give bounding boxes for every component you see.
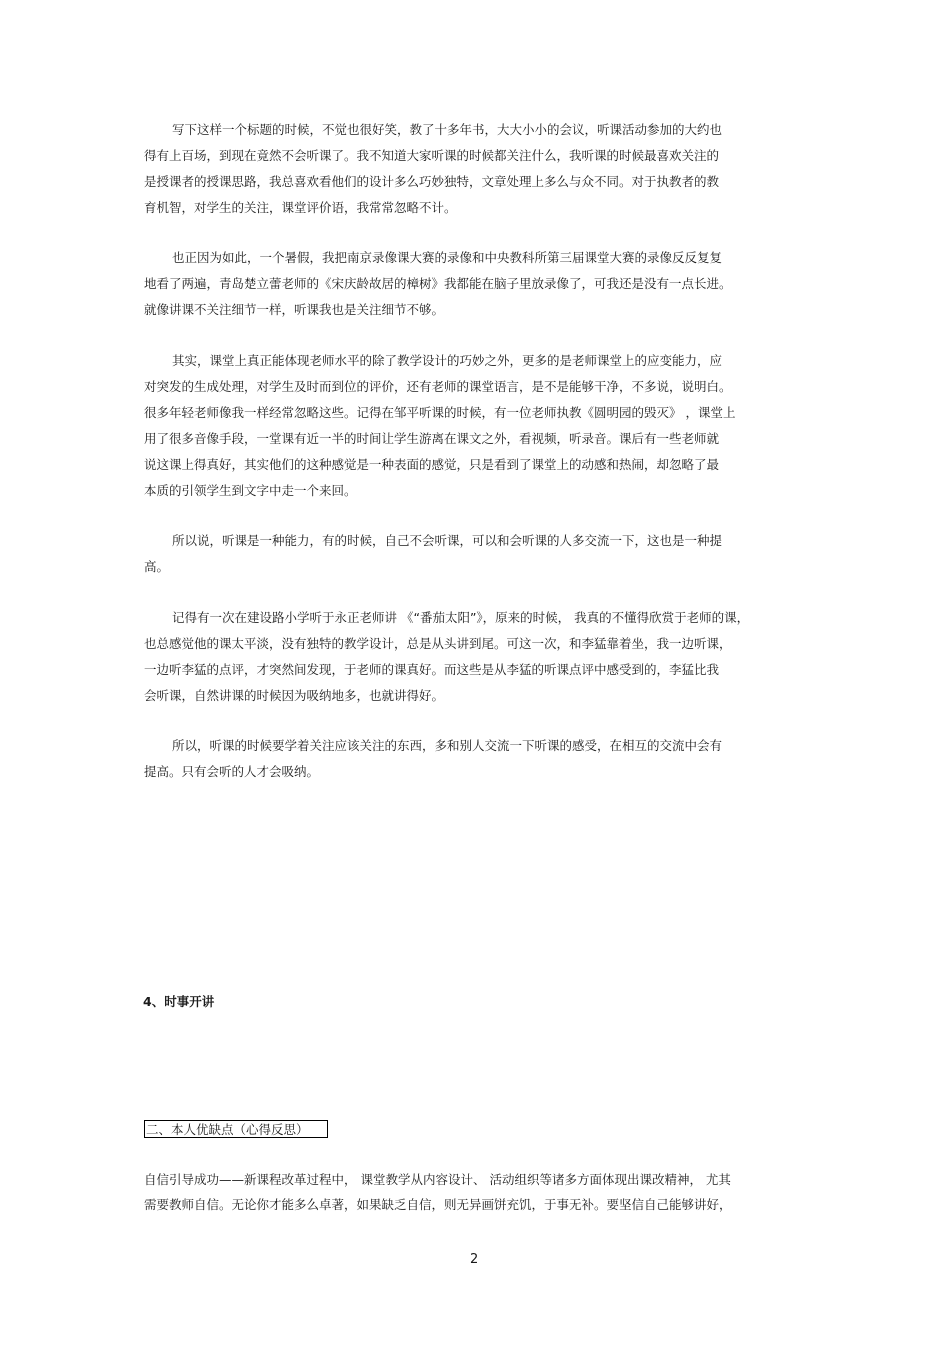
paragraph-line: 育机智，对学生的关注，课堂评价语，我常常忽略不计。 — [144, 200, 457, 215]
paragraph-line: 所以，听课的时候要学着关注应该关注的东西，多和别人交流一下听课的感受，在相互的交流中会有 — [172, 738, 723, 753]
paragraph-line: 所以说，听课是一种能力，有的时候，自己不会听课，可以和会听课的人多交流一下，这也是一种提 — [172, 533, 723, 548]
paragraph-line: 会听课，自然讲课的时候因为吸纳地多，也就讲得好。 — [144, 688, 445, 703]
paragraph-line: 高。 — [144, 559, 170, 574]
paragraph-line: 自信引导成功——新课程改革过程中， 课堂教学从内容设计、 活动组织等诸多方面体现出课改精神， 尤其 — [144, 1172, 731, 1187]
paragraph-line: 提高。只有会听的人才会吸纳。 — [144, 764, 320, 779]
paragraph-line: 也总感觉他的课太平淡，没有独特的教学设计，总是从头讲到尾。可这一次，和李猛靠着坐，我一边听课， — [144, 636, 732, 651]
paragraph-line: 地看了两遍，青岛楚立蕾老师的《宋庆龄故居的樟树》我都能在脑子里放录像了，可我还是没有一点长进。 — [144, 276, 732, 291]
paragraph-line: 需要教师自信。无论你才能多么卓著，如果缺乏自信，则无异画饼充饥，于事无补。要坚信自己能够讲好， — [144, 1197, 732, 1212]
paragraph-line: 是授课者的授课思路，我总喜欢看他们的设计多么巧妙独特，文章处理上多么与众不同。对于执教者的教 — [144, 174, 720, 189]
paragraph-line: 其实，课堂上真正能体现老师水平的除了教学设计的巧妙之外，更多的是老师课堂上的应变能力，应 — [172, 353, 723, 368]
paragraph-line: 很多年轻老师像我一样经常忽略这些。记得在邹平听课的时候，有一位老师执教《圆明园的毁灭》 ，课堂上 — [144, 405, 736, 420]
paragraph-line: 得有上百场，到现在竟然不会听课了。我不知道大家听课的时候都关注什么，我听课的时候最喜欢关注的 — [144, 148, 720, 163]
paragraph-line: 用了很多音像手段，一堂课有近一半的时间让学生游离在课文之外，看视频，听录音。课后有一些老师就 — [144, 431, 720, 446]
boxed-section-title: 二、本人优缺点（心得反思） — [144, 1120, 328, 1138]
paragraph-line: 本质的引领学生到文字中走一个来回。 — [144, 483, 357, 498]
section-heading: 4、时事开讲 — [143, 994, 215, 1009]
paragraph-line: 对突发的生成处理，对学生及时而到位的评价，还有老师的课堂语言，是不是能够干净，不多说，说明白。 — [144, 379, 732, 394]
paragraph-line: 一边听李猛的点评，才突然间发现，于老师的课真好。而这些是从李猛的听课点评中感受到的，李猛比我 — [144, 662, 720, 677]
paragraph-line: 就像讲课不关注细节一样，听课我也是关注细节不够。 — [144, 302, 445, 317]
page-number: 2 — [470, 1252, 479, 1267]
paragraph-line: 也正因为如此，一个暑假，我把南京录像课大赛的录像和中央教科所第三届课堂大赛的录像反反复复 — [172, 250, 723, 265]
paragraph-line: 记得有一次在建设路小学听于永正老师讲 《“番茄太阳”》，原来的时候， 我真的不懂得欣赏于老师的课， — [172, 610, 750, 625]
paragraph-line: 说这课上得真好，其实他们的这种感觉是一种表面的感觉，只是看到了课堂上的动感和热闹，却忽略了最 — [144, 457, 720, 472]
paragraph-line: 写下这样一个标题的时候，不觉也很好笑，教了十多年书，大大小小的会议，听课活动参加的大约也 — [172, 122, 723, 137]
